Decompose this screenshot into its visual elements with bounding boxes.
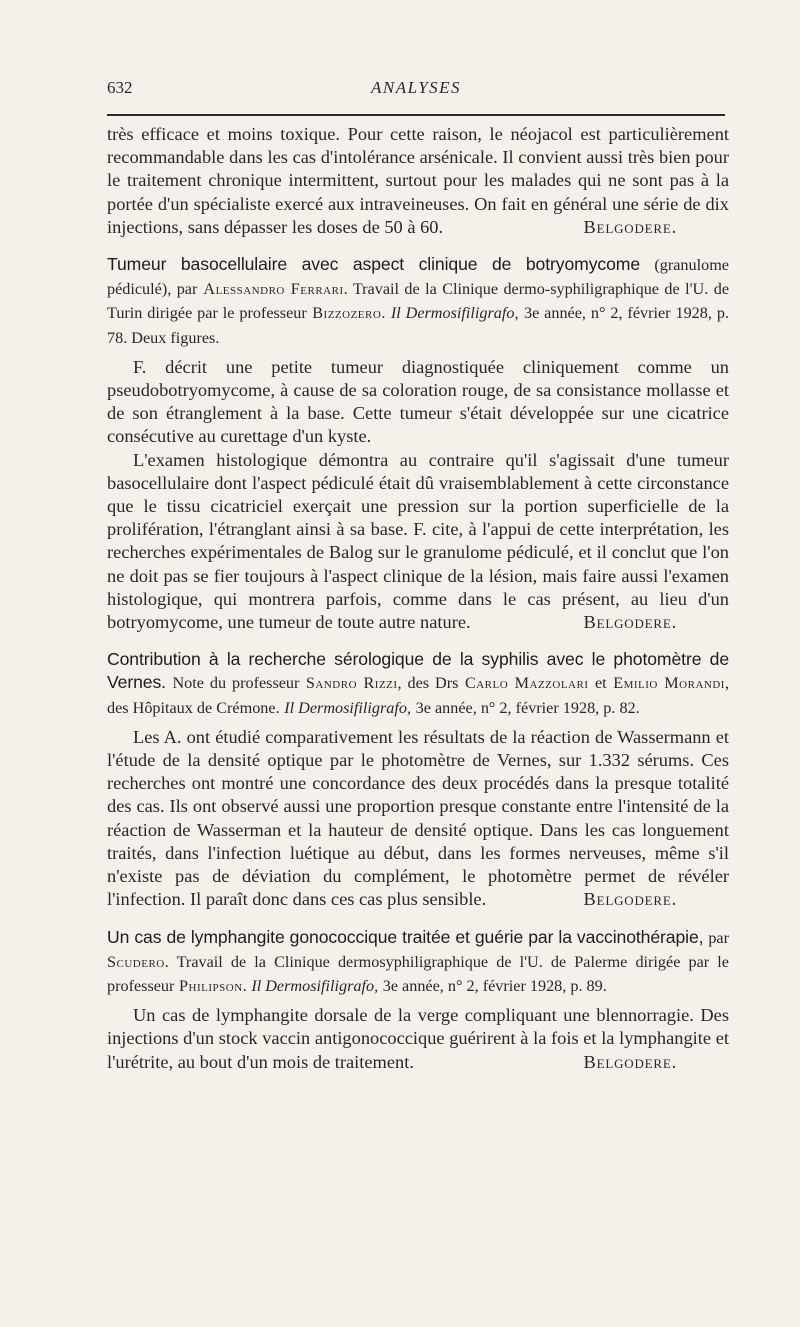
page-content (107, 123, 729, 1074)
article-2-journal: Il Dermosifiligrafo, (284, 698, 412, 717)
article-1-signature: Belgodere. (583, 612, 677, 633)
article-1-paragraph-1: F. décrit une petite tumeur diagnostiquée cliniquement comme un pseudobotryomycome, à cause de sa coloration rouge, de sa consistance mollasse et de son étranglement à la base. Cette tumeur s'était développée sur une cicatrice consécutive au curettage d'un kyste. (107, 356, 729, 447)
article-2-paragraph-1 (107, 726, 729, 912)
article-3-meta-c: . (242, 976, 247, 995)
intro-text: très efficace et moins toxique. Pour cette raison, le néojacol est particulièrement recommandable dans les cas d'intolérance arsénicale. Il convient aussi très bien pour le traitement chronique intermittent, surtout pour les malades qui ne sont pas à la portée d'un spécialiste exercé aux intraveineuses. On fait en général une série de dix injections, sans dépasser les doses de 50 à 60. (107, 124, 729, 237)
article-3-journal: Il Dermosifiligrafo, (251, 976, 379, 995)
article-2 (107, 648, 729, 911)
article-2-meta-a: Note du professeur (172, 674, 300, 693)
article-1-journal: Il Dermosifiligrafo, (390, 304, 519, 323)
article-1-meta-b: . Travail de la Clinique dermo-syphiligraphique de l'U. de Turin dirigée par le professeur (107, 280, 730, 323)
intro-signature: Belgodere. (583, 216, 677, 237)
article-1 (107, 253, 729, 634)
article-1-paragraph-2-text: L'examen histologique démontra au contraire qu'il s'agissait d'une tumeur basocellulaire dont l'aspect pédiculé était dû vraisemblablement à cette circonstance que le tissu cicatriciel exerçait une pression sur la portion superficielle de la prolifération, l'étranglant ainsi à sa base. F. cite, à l'appui de cette interprétation, les recherches expérimentales de Balog sur le granulome pédiculé, et il conclut que l'on ne doit pas se fier toujours à l'aspect clinique de la lésion, mais faire aussi l'examen histologique, qui montrera parfois, comme dans le cas présent, au lieu d'un botryomycome, une tumeur de toute autre nature. (107, 449, 729, 633)
article-3-author: Scudero (107, 952, 165, 971)
article-1-meta-a: (granulome pédiculé), par (107, 256, 729, 299)
article-3-meta-b: . Travail de la Clinique dermosyphiligraphique de l'U. de Palerme dirigée par le professeur (107, 952, 729, 995)
article-3-signature: Belgodere. (583, 1051, 677, 1072)
article-3-paragraph-1-text: Un cas de lymphangite dorsale de la verge compliquant une blennorragie. Des injections d'un stock vaccin antigonococcique guérirent à la fois et la lymphangite et l'urétrite, au bout d'un mois de traitement. (107, 1005, 729, 1072)
article-1-paragraph-2 (107, 449, 729, 635)
article-3-director: Philipson (179, 976, 243, 995)
article-2-meta-b: , des Drs (397, 674, 459, 693)
article-3-header (107, 926, 729, 999)
article-2-signature: Belgodere. (583, 889, 677, 910)
article-3-title: Un cas de lymphangite gonococcique traitée et guérie par la vaccinothérapie, (107, 926, 704, 947)
article-2-meta-d: , des Hôpitaux de Crémone. (107, 674, 729, 717)
article-1-director: Bizzozero (312, 304, 382, 323)
article-2-author-3: Emilio Morandi (613, 674, 725, 693)
article-2-header (107, 648, 729, 720)
article-1-meta-d: 3e année, n° 2, février 1928, p. 78. Deux figures. (107, 304, 729, 347)
article-2-author-2: Carlo Mazzolari (464, 674, 589, 693)
intro-paragraph (107, 123, 729, 239)
running-title: ANALYSES (370, 78, 462, 97)
page-number: 632 (107, 78, 133, 97)
article-1-title: Tumeur basocellulaire avec aspect clinique de botryomycome (107, 254, 641, 275)
article-1-meta-c: . (381, 304, 386, 323)
article-1-author: Alessandro Ferrari (203, 280, 344, 299)
article-3-meta-d: 3e année, n° 2, février 1928, p. 89. (382, 976, 607, 995)
page-header (107, 78, 725, 100)
article-1-header (107, 253, 729, 350)
article-3-paragraph-1 (107, 1004, 729, 1074)
article-2-author-1: Sandro Rizzi (305, 674, 398, 693)
article-3 (107, 926, 729, 1074)
article-3-meta-a: par (708, 928, 729, 947)
header-rule (107, 114, 725, 116)
article-2-meta-c: et (595, 674, 607, 693)
article-2-paragraph-1-text: Les A. ont étudié comparativement les résultats de la réaction de Wassermann et l'étude de la densité optique par le photomètre de Vernes, sur 1.332 sérums. Ces recherches ont montré une concordance des deux procédés dans la presque totalité des cas. Ils ont observé aussi une proportion presque constante entre l'intensité de la réaction de Wasserman et la hauteur de densité optique. Dans les cas longuement traités, dans l'infection luétique au début, dans les formes nerveuses, même s'il n'existe pas de déviation du complément, le photomètre permet de révéler l'infection. Il paraît donc dans ces cas plus sensible. (107, 726, 729, 910)
article-2-meta-e: 3e année, n° 2, février 1928, p. 82. (415, 698, 640, 717)
article-2-title: Contribution à la recherche sérologique de la syphilis avec le photomètre de Vernes. (107, 649, 729, 693)
